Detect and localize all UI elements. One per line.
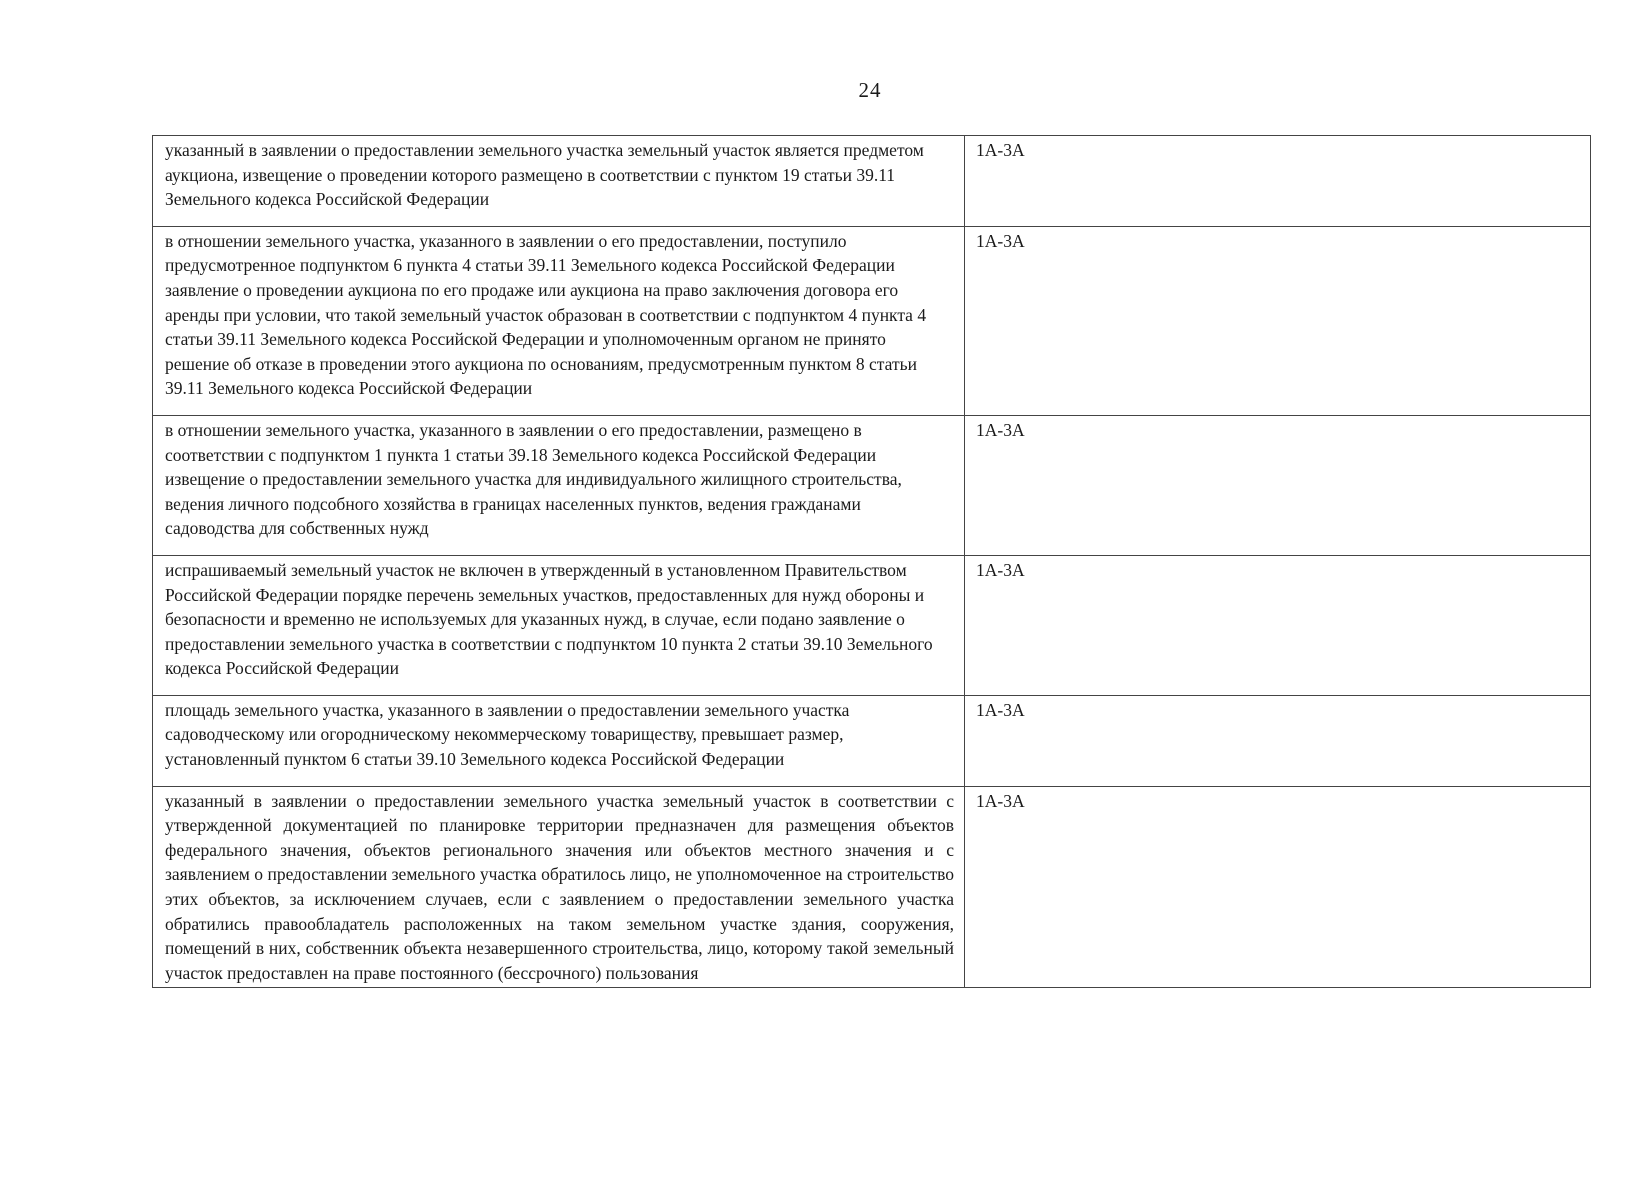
table-row — [153, 226, 1591, 415]
table-cell-code: 1А-3А — [965, 786, 1591, 988]
table-cell-code: 1А-3А — [965, 695, 1591, 786]
table-cell-text: указанный в заявлении о предоставлении земельного участка земельный участок является предметом аукциона, извещение о проведении которого размещено в соответствии с пунктом 19 статьи 39.11 Земельного кодекса Российской Федерации — [153, 136, 965, 227]
table-row — [153, 695, 1591, 786]
table-row — [153, 136, 1591, 227]
table-row — [153, 786, 1591, 988]
page-number: 24 — [858, 78, 882, 102]
table-cell-text: площадь земельного участка, указанного в заявлении о предоставлении земельного участка садоводческому или огородническому некоммерческому товариществу, превышает размер, установленный пунктом 6 статьи 39.10 Земельного кодекса Российской Федерации — [153, 695, 965, 786]
table-cell-code: 1А-3А — [965, 136, 1591, 227]
table-cell-text: испрашиваемый земельный участок не включен в утвержденный в установленном Правительством Российской Федерации порядке перечень земельных участков, предоставленных для нужд обороны и безопасности и временно не используемых для указанных нужд, в случае, если подано заявление о предоставлении земельного участка в соответствии с подпунктом 10 пункта 2 статьи 39.10 Земельного кодекса Российской Федерации — [153, 555, 965, 695]
table-cell-text: в отношении земельного участка, указанного в заявлении о его предоставлении, поступило предусмотренное подпунктом 6 пункта 4 статьи 39.11 Земельного кодекса Российской Федерации заявление о проведении аукциона по его продаже или аукциона на право заключения договора его аренды при условии, что такой земельный участок образован в соответствии с подпунктом 4 пункта 4 статьи 39.11 Земельного кодекса Российской Федерации и уполномоченным органом не принято решение об отказе в проведении этого аукциона по основаниям, предусмотренным пунктом 8 статьи 39.11 Земельного кодекса Российской Федерации — [153, 226, 965, 415]
table-cell-code: 1А-3А — [965, 226, 1591, 415]
grounds-table — [152, 135, 1591, 988]
table-row — [153, 555, 1591, 695]
table-cell-text: в отношении земельного участка, указанного в заявлении о его предоставлении, размещено в соответствии с подпунктом 1 пункта 1 статьи 39.18 Земельного кодекса Российской Федерации извещение о предоставлении земельного участка для индивидуального жилищного строительства, ведения личного подсобного хозяйства в границах населенных пунктов, ведения гражданами садоводства для собственных нужд — [153, 415, 965, 555]
table-cell-code: 1А-3А — [965, 555, 1591, 695]
table-row — [153, 415, 1591, 555]
table-cell-code: 1А-3А — [965, 415, 1591, 555]
table-cell-text: указанный в заявлении о предоставлении земельного участка земельный участок в соответствии с утвержденной документацией по планировке территории предназначен для размещения объектов федерального значения, объектов регионального значения или объектов местного значения и с заявлением о предоставлении земельного участка обратилось лицо, не уполномоченное на строительство этих объектов, за исключением случаев, если с заявлением о предоставлении земельного участка обратились правообладатель расположенных на таком земельном участке здания, сооружения, помещений в них, собственник объекта незавершенного строительства, лицо, которому такой земельный участок предоставлен на праве постоянного (бессрочного) пользования — [153, 786, 965, 988]
